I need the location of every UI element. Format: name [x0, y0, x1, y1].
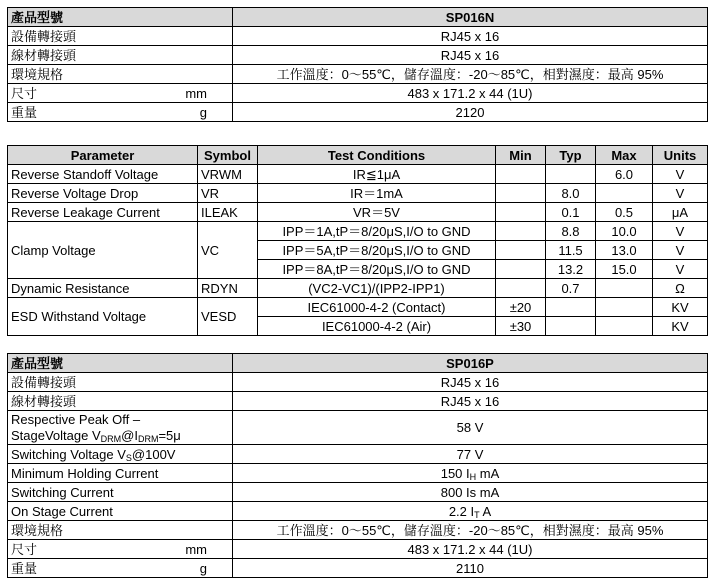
header-label: 產品型號: [8, 354, 233, 373]
condition-cell: IPP＝5A,tP＝8/20μS,I/O to GND: [258, 241, 496, 260]
empty-cell: [596, 298, 653, 317]
row-unit: g: [199, 104, 207, 120]
row-value-unit: A: [479, 503, 492, 519]
table-row: [8, 103, 708, 122]
symbol-cell: VC: [198, 222, 258, 279]
condition-cell: VR＝5V: [258, 203, 496, 222]
table-row: [8, 27, 708, 46]
param-cell: Reverse Voltage Drop: [8, 184, 198, 203]
spec-table-sp016n: [7, 7, 708, 122]
typ-cell: 8.8: [546, 222, 596, 241]
row-label-cell: [8, 559, 233, 578]
row-value: 2.2 I: [448, 503, 475, 519]
max-cell: 15.0: [596, 260, 653, 279]
row-label: 線材轉接頭: [8, 46, 233, 65]
condition-cell: IPP＝8A,tP＝8/20μS,I/O to GND: [258, 260, 496, 279]
table-row: [8, 184, 708, 203]
row-value: 483 x 171.2 x 44 (1U): [233, 84, 708, 103]
max-cell: [596, 279, 653, 298]
condition-cell: IEC61000-4-2 (Contact): [258, 298, 496, 317]
col-header-units: Units: [653, 146, 708, 165]
units-cell: V: [653, 184, 708, 203]
max-cell: 0.5: [596, 203, 653, 222]
min-cell: [496, 203, 546, 222]
typ-cell: 11.5: [546, 241, 596, 260]
row-value: 77 V: [233, 445, 708, 464]
units-cell: V: [653, 222, 708, 241]
symbol-cell: VRWM: [198, 165, 258, 184]
row-label: 重量: [11, 104, 38, 120]
symbol-cell: RDYN: [198, 279, 258, 298]
row-label-part: =5μ: [158, 427, 181, 443]
table-row: [8, 521, 708, 540]
row-label: 設備轉接頭: [8, 27, 233, 46]
row-label-cell: [8, 411, 233, 445]
typ-cell: [546, 165, 596, 184]
units-cell: V: [653, 241, 708, 260]
table-row: [8, 279, 708, 298]
subscript: DRM: [137, 433, 159, 444]
table-row: [8, 84, 708, 103]
typ-cell: 0.1: [546, 203, 596, 222]
table-row: [8, 46, 708, 65]
typ-cell: 13.2: [546, 260, 596, 279]
col-header-typ: Typ: [546, 146, 596, 165]
empty-cell: [546, 298, 596, 317]
max-cell: 6.0: [596, 165, 653, 184]
row-label: 環境規格: [8, 521, 233, 540]
min-cell: [496, 184, 546, 203]
row-unit: mm: [185, 85, 207, 101]
row-label: On Stage Current: [8, 502, 233, 521]
table-row: [8, 373, 708, 392]
subscript: DRM: [100, 433, 122, 444]
units-cell: KV: [653, 298, 708, 317]
model-name: SP016P: [233, 354, 708, 373]
table-header-row: [8, 354, 708, 373]
row-label-cell: [8, 540, 233, 559]
min-cell: [496, 241, 546, 260]
col-header-symbol: Symbol: [198, 146, 258, 165]
row-label-part: @100V: [131, 446, 176, 462]
row-value: 483 x 171.2 x 44 (1U): [233, 540, 708, 559]
max-cell: [596, 184, 653, 203]
row-label: 設備轉接頭: [8, 373, 233, 392]
table-row: [8, 203, 708, 222]
table-row: [8, 65, 708, 84]
param-cell: Clamp Voltage: [8, 222, 198, 279]
condition-cell: (VC2-VC1)/(IPP2-IPP1): [258, 279, 496, 298]
min-cell: [496, 222, 546, 241]
row-value: 工作溫度：0～55℃，儲存溫度：-20～85℃，相對濕度：最高 95%: [233, 65, 708, 84]
subscript: T: [474, 509, 480, 520]
table-row: [8, 411, 708, 445]
col-header-test-conditions: Test Conditions: [258, 146, 496, 165]
spec-table-sp016p: [7, 353, 708, 578]
min-cell: ±20: [496, 298, 546, 317]
row-label: 尺寸: [11, 85, 38, 101]
row-value-cell: [233, 502, 708, 521]
row-unit: g: [199, 560, 207, 576]
row-label-part: @I: [121, 427, 138, 443]
row-value: RJ45 x 16: [233, 27, 708, 46]
row-label: 線材轉接頭: [8, 392, 233, 411]
min-cell: [496, 165, 546, 184]
table-row: [8, 392, 708, 411]
row-value: 2110: [233, 559, 708, 578]
row-label-cell: [8, 445, 233, 464]
row-label: Switching Current: [8, 483, 233, 502]
row-value: RJ45 x 16: [233, 373, 708, 392]
table-row: [8, 559, 708, 578]
model-name: SP016N: [233, 8, 708, 27]
row-label: Minimum Holding Current: [8, 464, 233, 483]
max-cell: 10.0: [596, 222, 653, 241]
row-label-cell: [8, 84, 233, 103]
max-cell: 13.0: [596, 241, 653, 260]
min-cell: [496, 260, 546, 279]
row-label-cell: [8, 103, 233, 122]
col-header-max: Max: [596, 146, 653, 165]
row-value-unit: mA: [476, 465, 500, 481]
condition-cell: IPP＝1A,tP＝8/20μS,I/O to GND: [258, 222, 496, 241]
units-cell: KV: [653, 317, 708, 336]
table-row: [8, 298, 708, 317]
header-label: 產品型號: [8, 8, 233, 27]
table-row: [8, 502, 708, 521]
table-row: [8, 165, 708, 184]
symbol-cell: VESD: [198, 298, 258, 336]
condition-cell: IR≦1μA: [258, 165, 496, 184]
param-cell: Dynamic Resistance: [8, 279, 198, 298]
param-cell: Reverse Standoff Voltage: [8, 165, 198, 184]
symbol-cell: VR: [198, 184, 258, 203]
row-value: 150 I: [440, 465, 470, 481]
row-value: 工作溫度：0～55℃，儲存溫度：-20～85℃，相對濕度：最高 95%: [233, 521, 708, 540]
table-row: [8, 222, 708, 241]
units-cell: V: [653, 260, 708, 279]
table-row: [8, 464, 708, 483]
electrical-characteristics-table: [7, 145, 708, 336]
row-value-cell: [233, 464, 708, 483]
subscript: H: [469, 471, 477, 482]
row-value: RJ45 x 16: [233, 392, 708, 411]
row-value: RJ45 x 16: [233, 46, 708, 65]
min-cell: ±30: [496, 317, 546, 336]
empty-cell: [546, 317, 596, 336]
table-row: [8, 445, 708, 464]
row-label: Respective Peak Off –: [11, 411, 141, 427]
row-label-part: StageVoltage V: [11, 427, 101, 443]
col-header-parameter: Parameter: [8, 146, 198, 165]
row-value: 58 V: [233, 411, 708, 445]
table-header-row: [8, 8, 708, 27]
table-header-row: [8, 146, 708, 165]
subscript: S: [125, 452, 132, 463]
row-label: 尺寸: [11, 541, 38, 557]
table-row: [8, 483, 708, 502]
row-value: 2120: [233, 103, 708, 122]
col-header-min: Min: [496, 146, 546, 165]
condition-cell: IEC61000-4-2 (Air): [258, 317, 496, 336]
param-cell: ESD Withstand Voltage: [8, 298, 198, 336]
table-row: [8, 540, 708, 559]
param-cell: Reverse Leakage Current: [8, 203, 198, 222]
empty-cell: [596, 317, 653, 336]
condition-cell: IR＝1mA: [258, 184, 496, 203]
row-label: Switching Voltage V: [11, 446, 126, 462]
units-cell: Ω: [653, 279, 708, 298]
row-value: 800 Is mA: [233, 483, 708, 502]
units-cell: μA: [653, 203, 708, 222]
units-cell: V: [653, 165, 708, 184]
min-cell: [496, 279, 546, 298]
typ-cell: 8.0: [546, 184, 596, 203]
row-label: 環境規格: [8, 65, 233, 84]
row-label: 重量: [11, 560, 38, 576]
typ-cell: 0.7: [546, 279, 596, 298]
symbol-cell: ILEAK: [198, 203, 258, 222]
row-unit: mm: [185, 541, 207, 557]
